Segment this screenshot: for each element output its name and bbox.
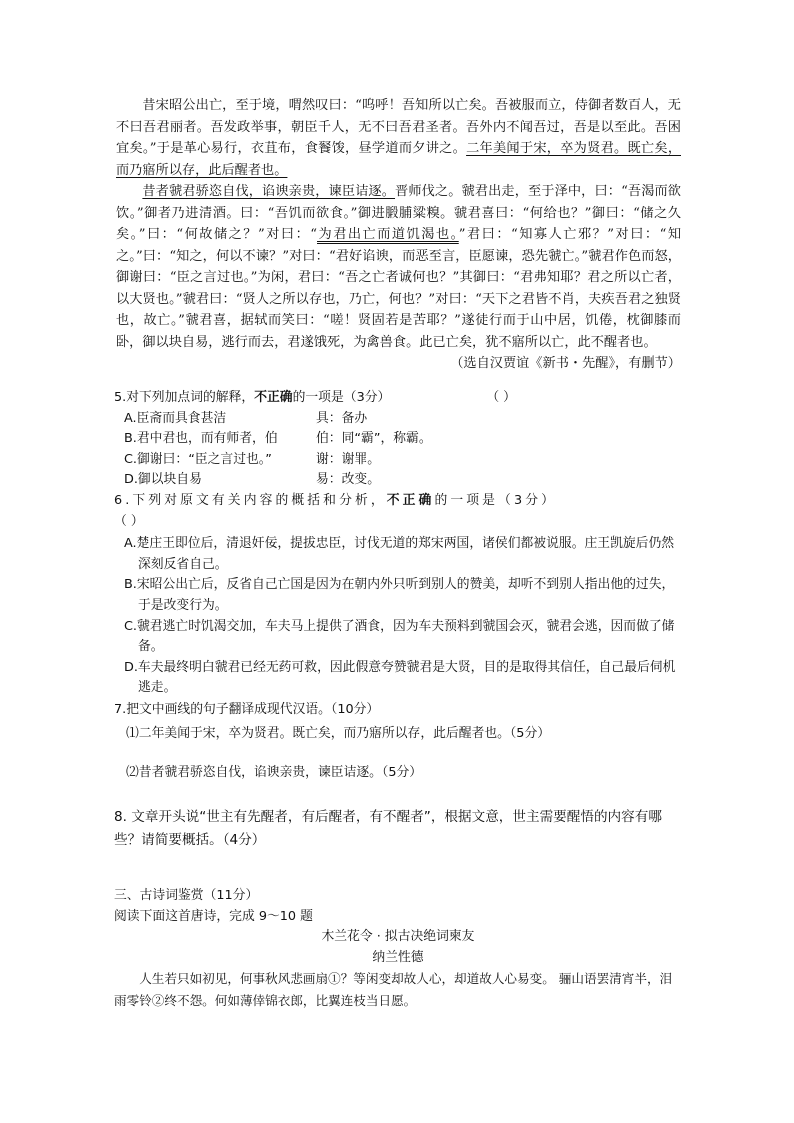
passage-paragraph-2 [116, 181, 681, 353]
underlined-sentence-2: 昔者虢君骄恣自伐，谄谀亲贵，谏臣诘逐。 [142, 184, 396, 199]
q5-option-a [114, 409, 679, 430]
q5-stem [114, 388, 679, 409]
q6-option-b: B.宋昭公出亡后，反省自己亡国是因为在朝内外只听到别人的赞美，却听不到别人指出他的过失，于是改变行为。 [124, 577, 675, 613]
q5-option-d-text: D.御以块自易 [124, 472, 202, 488]
passage-paragraph-1 [116, 95, 681, 181]
question-8 [114, 806, 682, 852]
q6-answer-blank: （ ） [114, 513, 144, 529]
q5-option-a-gloss: 具：备办 [316, 410, 368, 426]
passage [116, 95, 681, 374]
section-3 [114, 886, 682, 968]
question-5 [114, 388, 679, 491]
q7-sentence-2: ⑵昔者虢君骄恣自伐，谄谀亲贵，谏臣诘逐。（5分） [126, 765, 423, 781]
q5-stem-emphasis: 不正确 [254, 390, 293, 405]
q5-option-c-gloss: 谢：谢罪。 [316, 451, 380, 467]
poem-title: 木兰花令 · 拟古决绝词柬友 [321, 929, 475, 945]
q5-stem-c: 的一项是（3分） [292, 390, 391, 405]
q6-stem-a: 6.下列对原文有关内容的概括和分析， [114, 493, 387, 508]
section-3-heading: 三、古诗词鉴赏（11分） [114, 888, 259, 903]
q6-option-d: D.车夫最终明白虢君已经无药可救，因此假意夸赞虢君是大贤，目的是取得其信任，自己最后伺机逃走。 [124, 659, 676, 696]
q6-stem-emphasis: 不正确 [386, 493, 435, 508]
q8-stem: 8. 文章开头说“世主有先醒者，有后醒者，有不醒者”，根据文意，世主需要醒悟的内容有哪些？请简要概括。（4分） [114, 809, 662, 848]
underlined-sentence-1: 二年美闻于宋，卒为贤君。既亡矣，而乃寤所以存，此后醒者也。 [116, 141, 681, 178]
q5-option-d [114, 470, 679, 491]
q6-stem-c: 的一项是（3分） [434, 493, 557, 508]
q5-option-b [114, 429, 679, 450]
q5-answer-blank: （ ） [486, 390, 516, 405]
q6-option-a: A.楚庄王即位后，清退奸佞，提拔忠臣，讨伐无道的郑宋两国，诸侯们都被说服。庄王凯旋后仍然深刻反省自己。 [124, 536, 675, 572]
passage-p2-text-b: ”君曰：“知寡人亡邪？”对曰：“知之。”曰：“知之，何以不谏？”对曰：“君好谄谀，而恶至言，臣愿谏，恐先虢亡。”虢君作色而怒，御谢曰：“臣之言过也。”为闲，君曰：“吾之亡者诚何也？”其御曰：“君弗知耶？君之所以亡者，以大贤也。”虢君曰：“贤人之所以存也，乃亡，何也？”对曰：“天下之君皆不肖，夫疾吾君之独贤也，故亡。”虢君喜，据轼而笑曰：“嗟！贤固若是苦耶？”遂徒行而于山中居，饥倦，枕御膝而卧，御以块自易，逃行而去，君遂饿死，为禽兽食。此已亡矣，犹不寤所以亡，此不醒者也。 [116, 227, 682, 350]
q5-option-c-text: C.御谢曰：“臣之言过也。” [124, 451, 272, 467]
q5-option-b-gloss: 伯：同“霸”，称霸。 [316, 431, 432, 447]
passage-p1-text: 昔宋昭公出亡，至于境，喟然叹曰：“呜呼！吾知所以亡矣。吾被服而立，侍御者数百人，无不曰吾君丽者。吾发政举事，朝臣千人，无不曰吾君圣者。吾外内不闻吾过，吾是以至此。吾困宜矣。”于是革心易行，衣苴布，食䬸馂，昼学道而夕讲之。 [116, 98, 681, 156]
poem-text: 人生若只如初见，何事秋风悲画扇①？等闲变却故人心，却道故人心易变。 骊山语罢清宵半，泪雨零铃②终不怨。何如薄倖锦衣郎，比翼连枝当日愿。 [114, 971, 673, 1008]
passage-p2-text-a: 晋师伐之。虢君出走，至于泽中，曰：“吾渴而欲饮。”御者乃进清酒。曰：“吾饥而欲食。”御进腶脯粱糗。虢君喜曰：“何给也？”御曰：“储之久矣。”曰：“何故储之？”对曰：“ [116, 184, 681, 242]
poem-body [114, 968, 682, 1011]
section-3-instruction: 阅读下面这首唐诗，完成 9～10 题 [114, 908, 313, 924]
q5-stem-a: 5.对下列加点词的解释， [114, 390, 255, 405]
passage-source: （选自汉贾谊《新书・先醒》，有删节） [450, 356, 681, 371]
poem-author: 纳兰性德 [372, 949, 424, 965]
q7-sentence-1: ⑴二年美闻于宋，卒为贤君。既亡矣，而乃寤所以存，此后醒者也。（5分） [126, 725, 551, 741]
q5-option-a-text: A.臣斋而具食甚洁 [124, 410, 227, 426]
q5-option-c [114, 450, 679, 471]
question-6 [114, 491, 682, 699]
question-7 [114, 700, 682, 784]
double-underlined-phrase: 为君出亡而道饥渴也。 [317, 227, 459, 242]
q5-option-b-text: B.君中君也，而有师者，伯 [124, 431, 278, 447]
q7-stem: 7.把文中画线的句子翻译成现代汉语。（10分） [114, 702, 380, 717]
q6-option-c: C.虢君逃亡时饥渴交加，车夫马上提供了酒食，因为车夫预料到虢国会灭，虢君会逃，因而做了储备。 [124, 618, 675, 655]
q6-stem [114, 491, 682, 512]
q5-option-d-gloss: 易：改变。 [316, 472, 380, 488]
